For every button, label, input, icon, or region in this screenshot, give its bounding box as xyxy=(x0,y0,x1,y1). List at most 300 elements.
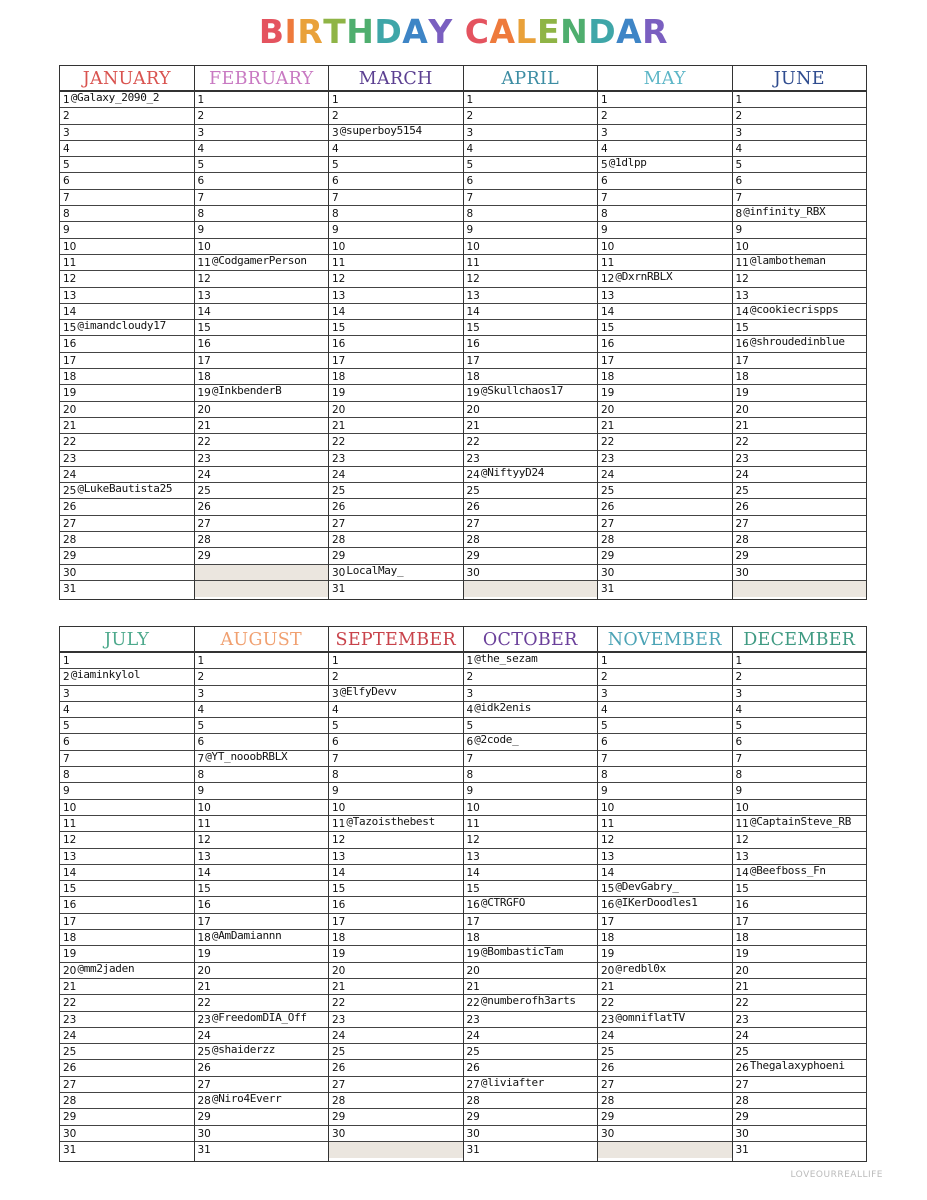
day-row xyxy=(329,402,463,418)
day-row xyxy=(329,1109,463,1125)
day-number: 20 xyxy=(197,403,211,416)
day-row xyxy=(598,548,732,564)
day-number: 23 xyxy=(466,452,480,465)
day-row xyxy=(60,434,194,450)
day-row xyxy=(464,914,598,930)
day-number: 19 xyxy=(735,948,749,961)
day-number: 6 xyxy=(466,736,474,749)
day-row xyxy=(195,816,329,832)
day-number: 28 xyxy=(735,534,749,547)
day-row xyxy=(195,718,329,734)
day-number: 26 xyxy=(735,501,749,514)
day-number: 30 xyxy=(601,566,615,579)
day-number: 21 xyxy=(466,419,480,432)
day-row xyxy=(598,718,732,734)
day-row xyxy=(60,963,194,979)
birthday-entry: @lambotheman xyxy=(749,253,826,267)
day-number: 8 xyxy=(197,769,205,782)
day-row xyxy=(329,669,463,685)
birthday-entry: @Galaxy_2090_2 xyxy=(70,91,160,104)
month-column-june xyxy=(733,66,867,599)
day-row xyxy=(733,255,867,271)
day-row xyxy=(329,206,463,222)
day-row xyxy=(733,1028,867,1044)
day-number: 23 xyxy=(197,1013,211,1026)
day-number: 14 xyxy=(466,866,480,879)
day-number: 11 xyxy=(466,256,480,269)
day-row xyxy=(733,499,867,515)
day-row xyxy=(195,288,329,304)
day-number: 19 xyxy=(466,948,480,961)
day-row xyxy=(60,832,194,848)
day-number: 29 xyxy=(466,550,480,563)
day-number: 10 xyxy=(466,801,480,814)
day-row xyxy=(733,320,867,336)
day-number: 22 xyxy=(63,436,77,449)
day-number: 14 xyxy=(601,305,615,318)
day-row xyxy=(60,1077,194,1093)
day-number: 17 xyxy=(63,354,77,367)
day-number: 26 xyxy=(601,501,615,514)
day-row xyxy=(598,499,732,515)
day-number: 24 xyxy=(735,468,749,481)
day-row xyxy=(733,800,867,816)
day-number: 1 xyxy=(332,94,339,106)
day-number: 7 xyxy=(735,752,743,765)
day-number: 28 xyxy=(197,534,211,547)
day-row xyxy=(464,402,598,418)
day-number: 30 xyxy=(735,566,749,579)
day-number: 3 xyxy=(466,126,474,139)
day-row xyxy=(195,418,329,434)
day-number: 20 xyxy=(197,964,211,977)
day-row xyxy=(60,686,194,702)
day-number: 15 xyxy=(197,322,211,335)
day-row xyxy=(195,434,329,450)
day-row xyxy=(598,157,732,173)
day-row xyxy=(733,565,867,581)
day-row xyxy=(195,1077,329,1093)
day-number: 1 xyxy=(197,94,205,106)
day-row xyxy=(733,767,867,783)
day-row xyxy=(598,434,732,450)
day-number: 27 xyxy=(197,517,211,530)
day-row xyxy=(60,800,194,816)
day-row xyxy=(329,581,463,597)
month-header: JULY xyxy=(60,627,194,653)
day-number: 10 xyxy=(332,801,346,814)
day-row xyxy=(329,92,463,108)
day-row xyxy=(598,271,732,287)
day-number: 29 xyxy=(197,550,211,563)
day-row xyxy=(464,946,598,962)
day-row xyxy=(329,157,463,173)
day-row xyxy=(60,157,194,173)
day-row xyxy=(60,483,194,499)
day-number: 10 xyxy=(601,801,615,814)
day-row xyxy=(60,385,194,401)
day-number: 14 xyxy=(466,305,480,318)
day-row xyxy=(464,751,598,767)
day-row xyxy=(733,239,867,255)
day-number: 28 xyxy=(63,1095,77,1108)
month-header: FEBRUARY xyxy=(195,66,329,92)
day-number: 26 xyxy=(735,1062,749,1075)
day-row xyxy=(598,190,732,206)
month-column-february xyxy=(195,66,330,599)
day-number: 30 xyxy=(332,566,346,579)
birthday-entry: @numberofh3arts xyxy=(480,994,576,1008)
day-row xyxy=(598,369,732,385)
day-row xyxy=(598,1044,732,1060)
day-row xyxy=(464,930,598,946)
day-row xyxy=(195,451,329,467)
day-number: 29 xyxy=(601,550,615,563)
day-number: 25 xyxy=(601,485,615,498)
day-row xyxy=(195,532,329,548)
day-number: 7 xyxy=(332,191,339,204)
day-number: 10 xyxy=(735,240,749,253)
month-column-july xyxy=(60,627,195,1161)
day-number: 6 xyxy=(63,175,70,188)
day-number: 2 xyxy=(332,671,339,684)
day-row xyxy=(60,1060,194,1076)
day-row xyxy=(598,206,732,222)
month-column-august xyxy=(195,627,330,1161)
day-row xyxy=(195,1093,329,1109)
day-number: 12 xyxy=(63,834,77,847)
day-row xyxy=(598,483,732,499)
day-number: 4 xyxy=(197,142,205,155)
day-row xyxy=(464,369,598,385)
day-number: 5 xyxy=(735,159,743,172)
day-row xyxy=(60,141,194,157)
day-row xyxy=(733,669,867,685)
day-row xyxy=(60,702,194,718)
day-number: 6 xyxy=(601,736,608,749)
day-number: 19 xyxy=(601,387,615,400)
day-row xyxy=(195,930,329,946)
day-row xyxy=(464,800,598,816)
day-number: 19 xyxy=(63,948,77,961)
day-number: 20 xyxy=(735,403,749,416)
day-number: 15 xyxy=(332,883,346,896)
month-header: SEPTEMBER xyxy=(329,627,463,653)
birthday-entry: @InkbenderB xyxy=(211,384,282,398)
day-row xyxy=(464,783,598,799)
page-title xyxy=(0,12,927,51)
day-row xyxy=(733,222,867,238)
day-number: 5 xyxy=(466,159,474,172)
day-row xyxy=(60,565,194,581)
day-number: 10 xyxy=(63,240,77,253)
day-number: 27 xyxy=(601,517,615,530)
day-number: 14 xyxy=(332,866,346,879)
birthday-entry: @shroudedinblue xyxy=(749,335,845,349)
day-number: 5 xyxy=(63,720,70,733)
day-number: 3 xyxy=(601,687,608,700)
day-number: 29 xyxy=(332,1111,346,1124)
day-row xyxy=(329,816,463,832)
day-row xyxy=(598,451,732,467)
birthday-entry: @DevGabry_ xyxy=(615,880,679,894)
day-row xyxy=(60,92,194,108)
day-number: 18 xyxy=(197,371,211,384)
day-number: 13 xyxy=(197,850,211,863)
day-number: 20 xyxy=(63,964,77,977)
day-number: 23 xyxy=(601,452,615,465)
day-row xyxy=(329,751,463,767)
title-letter: L xyxy=(515,12,538,51)
day-row xyxy=(329,190,463,206)
day-number: 9 xyxy=(332,785,339,798)
day-number: 2 xyxy=(197,671,205,684)
day-number: 20 xyxy=(466,964,480,977)
title-letter: N xyxy=(560,12,589,51)
month-header: AUGUST xyxy=(195,627,329,653)
day-row xyxy=(60,125,194,141)
day-number: 18 xyxy=(601,932,615,945)
day-row xyxy=(195,565,329,581)
day-row xyxy=(464,1012,598,1028)
day-number: 4 xyxy=(63,142,70,155)
day-number: 15 xyxy=(735,322,749,335)
day-row xyxy=(329,1093,463,1109)
day-number: 30 xyxy=(466,1127,480,1140)
day-number: 17 xyxy=(197,354,211,367)
day-number: 3 xyxy=(735,687,743,700)
birthday-entry: @Beefboss_Fn xyxy=(749,863,826,877)
day-number: 22 xyxy=(332,997,346,1010)
day-row xyxy=(60,865,194,881)
day-row xyxy=(598,516,732,532)
day-row xyxy=(195,467,329,483)
day-row xyxy=(464,1109,598,1125)
day-number: 25 xyxy=(332,485,346,498)
day-number: 12 xyxy=(601,834,615,847)
day-number: 19 xyxy=(332,387,346,400)
day-row xyxy=(598,946,732,962)
day-number: 29 xyxy=(735,1111,749,1124)
day-row xyxy=(60,767,194,783)
day-row xyxy=(598,1126,732,1142)
day-row xyxy=(195,946,329,962)
day-number: 28 xyxy=(601,1095,615,1108)
day-row xyxy=(329,271,463,287)
day-row xyxy=(60,718,194,734)
day-row xyxy=(329,483,463,499)
day-row xyxy=(733,979,867,995)
day-number: 16 xyxy=(63,899,77,912)
birthday-entry: @Niro4Everr xyxy=(211,1092,282,1106)
day-number: 13 xyxy=(735,850,749,863)
title-letter: R xyxy=(297,12,324,51)
day-number: 2 xyxy=(735,110,743,123)
birthday-entry: @shaiderzz xyxy=(211,1043,276,1057)
day-number: 7 xyxy=(466,191,474,204)
day-number: 30 xyxy=(601,1127,615,1140)
day-number: 6 xyxy=(735,736,743,749)
day-row xyxy=(329,369,463,385)
day-number: 10 xyxy=(466,240,480,253)
day-number: 24 xyxy=(197,1029,211,1042)
day-number: 23 xyxy=(63,1013,77,1026)
day-row xyxy=(329,222,463,238)
title-letter: D xyxy=(374,12,403,51)
day-number: 22 xyxy=(332,436,346,449)
day-number: 27 xyxy=(735,1078,749,1091)
day-number: 13 xyxy=(601,850,615,863)
day-row xyxy=(195,751,329,767)
day-row xyxy=(464,897,598,913)
day-row xyxy=(598,686,732,702)
day-number: 9 xyxy=(466,785,474,798)
day-number: 15 xyxy=(601,883,615,896)
day-row xyxy=(60,849,194,865)
day-row xyxy=(733,271,867,287)
day-row xyxy=(329,451,463,467)
day-row xyxy=(195,734,329,750)
day-number: 20 xyxy=(63,403,77,416)
day-number: 9 xyxy=(735,224,743,237)
title-letter: C xyxy=(464,12,490,51)
day-number: 24 xyxy=(63,1029,77,1042)
day-row xyxy=(195,353,329,369)
day-row xyxy=(329,865,463,881)
day-row xyxy=(733,483,867,499)
day-number: 13 xyxy=(466,289,480,302)
birthday-entry: @ElfyDevv xyxy=(339,684,397,698)
day-row xyxy=(598,767,732,783)
day-row xyxy=(60,239,194,255)
birthday-entry: @Tazoisthebest xyxy=(346,814,435,828)
day-row xyxy=(60,108,194,124)
day-number: 25 xyxy=(466,1046,480,1059)
day-number: 6 xyxy=(332,736,339,749)
day-number: 29 xyxy=(197,1111,211,1124)
day-number: 25 xyxy=(601,1046,615,1059)
day-number: 1 xyxy=(466,655,474,667)
day-number: 30 xyxy=(63,566,77,579)
birthday-entry: @CodgamerPerson xyxy=(211,253,307,267)
day-row xyxy=(60,336,194,352)
day-number: 31 xyxy=(332,582,346,595)
day-number: 4 xyxy=(735,142,743,155)
day-row xyxy=(733,434,867,450)
day-row xyxy=(598,108,732,124)
day-row xyxy=(733,832,867,848)
day-row xyxy=(60,979,194,995)
day-row xyxy=(60,914,194,930)
day-number: 3 xyxy=(735,126,743,139)
day-row xyxy=(733,816,867,832)
title-letter: I xyxy=(284,12,298,51)
day-row xyxy=(733,914,867,930)
day-number: 5 xyxy=(735,720,743,733)
calendar-block-jul-dec xyxy=(59,626,867,1162)
day-number: 10 xyxy=(63,801,77,814)
day-number: 16 xyxy=(332,338,346,351)
day-number: 5 xyxy=(332,159,339,172)
day-row xyxy=(60,1044,194,1060)
day-row xyxy=(464,451,598,467)
day-row xyxy=(733,849,867,865)
day-row xyxy=(329,718,463,734)
day-row xyxy=(329,1126,463,1142)
day-row xyxy=(464,206,598,222)
day-row xyxy=(464,271,598,287)
day-row xyxy=(598,914,732,930)
day-row xyxy=(195,865,329,881)
day-number: 9 xyxy=(466,224,474,237)
day-row xyxy=(464,767,598,783)
day-number: 17 xyxy=(63,915,77,928)
day-row xyxy=(464,849,598,865)
day-row xyxy=(733,1044,867,1060)
day-row xyxy=(733,995,867,1011)
day-row xyxy=(329,995,463,1011)
day-row xyxy=(195,336,329,352)
day-row xyxy=(195,255,329,271)
day-number: 23 xyxy=(466,1013,480,1026)
day-row xyxy=(464,336,598,352)
day-row xyxy=(464,499,598,515)
day-row xyxy=(195,702,329,718)
day-row xyxy=(329,173,463,189)
day-row xyxy=(733,385,867,401)
day-row xyxy=(60,402,194,418)
day-number: 11 xyxy=(332,256,346,269)
day-number: 11 xyxy=(63,817,77,830)
birthday-entry: @IKerDoodles1 xyxy=(615,896,698,910)
day-number: 18 xyxy=(63,932,77,945)
day-number: 6 xyxy=(197,736,205,749)
day-number: 22 xyxy=(735,436,749,449)
day-number: 23 xyxy=(601,1013,615,1026)
day-row xyxy=(464,141,598,157)
day-row xyxy=(464,239,598,255)
day-number: 16 xyxy=(466,899,480,912)
day-row xyxy=(733,288,867,304)
day-number: 11 xyxy=(63,256,77,269)
title-letter: B xyxy=(258,12,285,51)
day-number: 20 xyxy=(601,403,615,416)
day-number: 8 xyxy=(332,208,339,221)
day-number: 7 xyxy=(63,191,70,204)
day-row xyxy=(598,783,732,799)
day-row xyxy=(464,1044,598,1060)
day-row xyxy=(598,1028,732,1044)
day-row xyxy=(195,125,329,141)
day-number: 4 xyxy=(601,703,608,716)
day-number: 22 xyxy=(197,997,211,1010)
day-row xyxy=(733,1126,867,1142)
day-number: 2 xyxy=(601,110,608,123)
day-row xyxy=(733,897,867,913)
day-number: 24 xyxy=(466,1029,480,1042)
day-number: 12 xyxy=(601,273,615,286)
day-row xyxy=(598,304,732,320)
day-number: 1 xyxy=(735,655,743,667)
day-row xyxy=(733,336,867,352)
day-row xyxy=(195,832,329,848)
day-number: 13 xyxy=(601,289,615,302)
day-number: 5 xyxy=(601,720,608,733)
day-row xyxy=(60,1012,194,1028)
day-row xyxy=(598,930,732,946)
day-row xyxy=(60,271,194,287)
day-number: 27 xyxy=(63,517,77,530)
